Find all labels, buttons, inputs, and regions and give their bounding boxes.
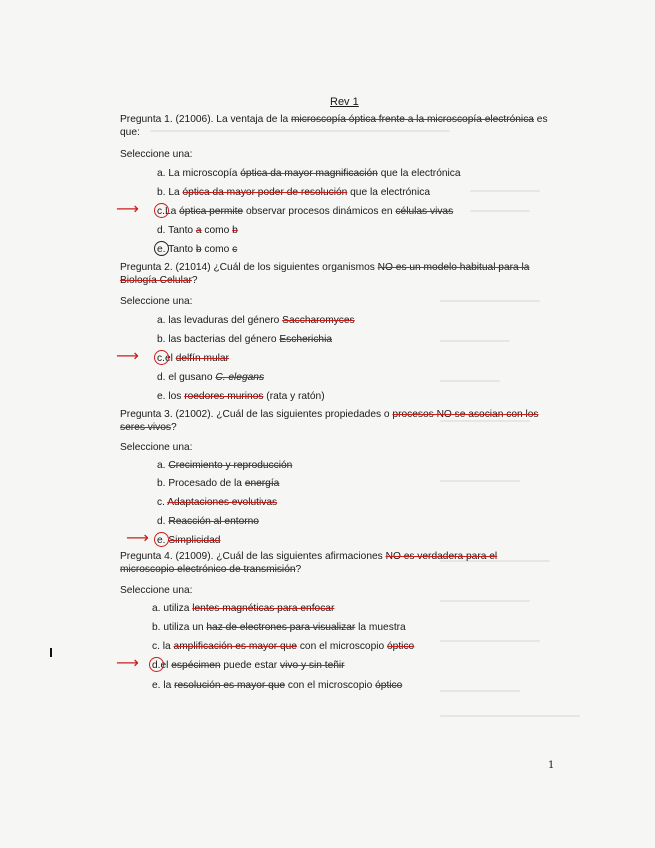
answer-arrow-icon: ⟶ [126, 530, 149, 547]
question-2-option-d[interactable]: d. el gusano C. elegans [157, 372, 265, 383]
question-2-option-a[interactable]: a. las levaduras del género Saccharomyces [157, 315, 355, 326]
question-1-select-label: Seleccione una: [120, 149, 193, 160]
answer-arrow-icon: ⟶ [116, 201, 139, 218]
question-3-text: Pregunta 3. (21002). ¿Cuál de las siguientes propiedades o procesos NO se asocian con los [120, 409, 539, 420]
answer-circle-icon [154, 532, 169, 547]
answer-circle-icon [154, 350, 169, 365]
answer-circle-icon [154, 203, 169, 218]
question-4-text-cont: microscopio electrónico de transmisión? [120, 564, 302, 575]
question-4-option-d[interactable]: d.el espécimen puede estar vivo y sin teñir [152, 659, 345, 672]
question-1-option-e[interactable]: e. Tanto b como c [157, 243, 237, 256]
question-1-option-a[interactable]: a. La microscopía óptica da mayor magnificación que la electrónica [157, 168, 461, 179]
question-3-select-label: Seleccione una: [120, 442, 193, 453]
answer-arrow-icon: ⟶ [116, 348, 139, 365]
question-4-option-b[interactable]: b. utiliza un haz de electrones para visualizar la muestra [152, 622, 406, 633]
question-3-option-e[interactable]: e. Simplicidad [157, 534, 220, 547]
question-3-option-c[interactable]: c. Adaptaciones evolutivas [157, 497, 278, 508]
question-4-select-label: Seleccione una: [120, 585, 193, 596]
question-4-option-e[interactable]: e. la resolución es mayor que con el microscopio óptico [152, 680, 403, 691]
question-4-option-a[interactable]: a. utiliza lentes magnéticas para enfocar [152, 603, 335, 614]
question-1-option-b[interactable]: b. La óptica da mayor poder de resolución que la electrónica [157, 187, 430, 198]
question-3-option-b[interactable]: b. Procesado de la energía [157, 478, 280, 489]
question-2-text: Pregunta 2. (21014) ¿Cuál de los siguientes organismos NO es un modelo habitual para la [120, 262, 530, 273]
scan-mark [50, 648, 52, 657]
page-title: Rev 1 [330, 96, 359, 108]
question-2-option-b[interactable]: b. las bacterias del género Escherichia [157, 334, 333, 345]
question-3-option-d[interactable]: d. Reacción al entorno [157, 516, 259, 527]
question-2-option-c[interactable]: c.el delfín mular [157, 352, 229, 365]
question-1-option-c[interactable]: c.La óptica permite observar procesos dinámicos en células vivas [157, 205, 453, 218]
question-3-text-cont: seres vivos? [120, 422, 177, 433]
question-1-text: Pregunta 1. (21006). La ventaja de la microscopía óptica frente a la microscopía electrónica es [120, 114, 548, 125]
question-4-option-c[interactable]: c. la amplificación es mayor que con el microscopio óptico [152, 641, 415, 652]
question-1-text-cont: que: [120, 127, 140, 138]
question-4-text: Pregunta 4. (21009). ¿Cuál de las siguientes afirmaciones NO es verdadera para el [120, 551, 498, 562]
question-2-select-label: Seleccione una: [120, 296, 193, 307]
question-2-text-cont: Biología Celular? [120, 275, 198, 286]
question-1-option-d[interactable]: d. Tanto a como b [157, 225, 238, 236]
question-2-option-e[interactable]: e. los roedores murinos (rata y ratón) [157, 391, 325, 402]
answer-arrow-icon: ⟶ [116, 655, 139, 672]
question-3-option-a[interactable]: a. Crecimiento y reproducción [157, 460, 293, 471]
page-number: 1 [548, 760, 555, 771]
selected-circle-icon [154, 241, 169, 256]
answer-circle-icon [149, 657, 164, 672]
